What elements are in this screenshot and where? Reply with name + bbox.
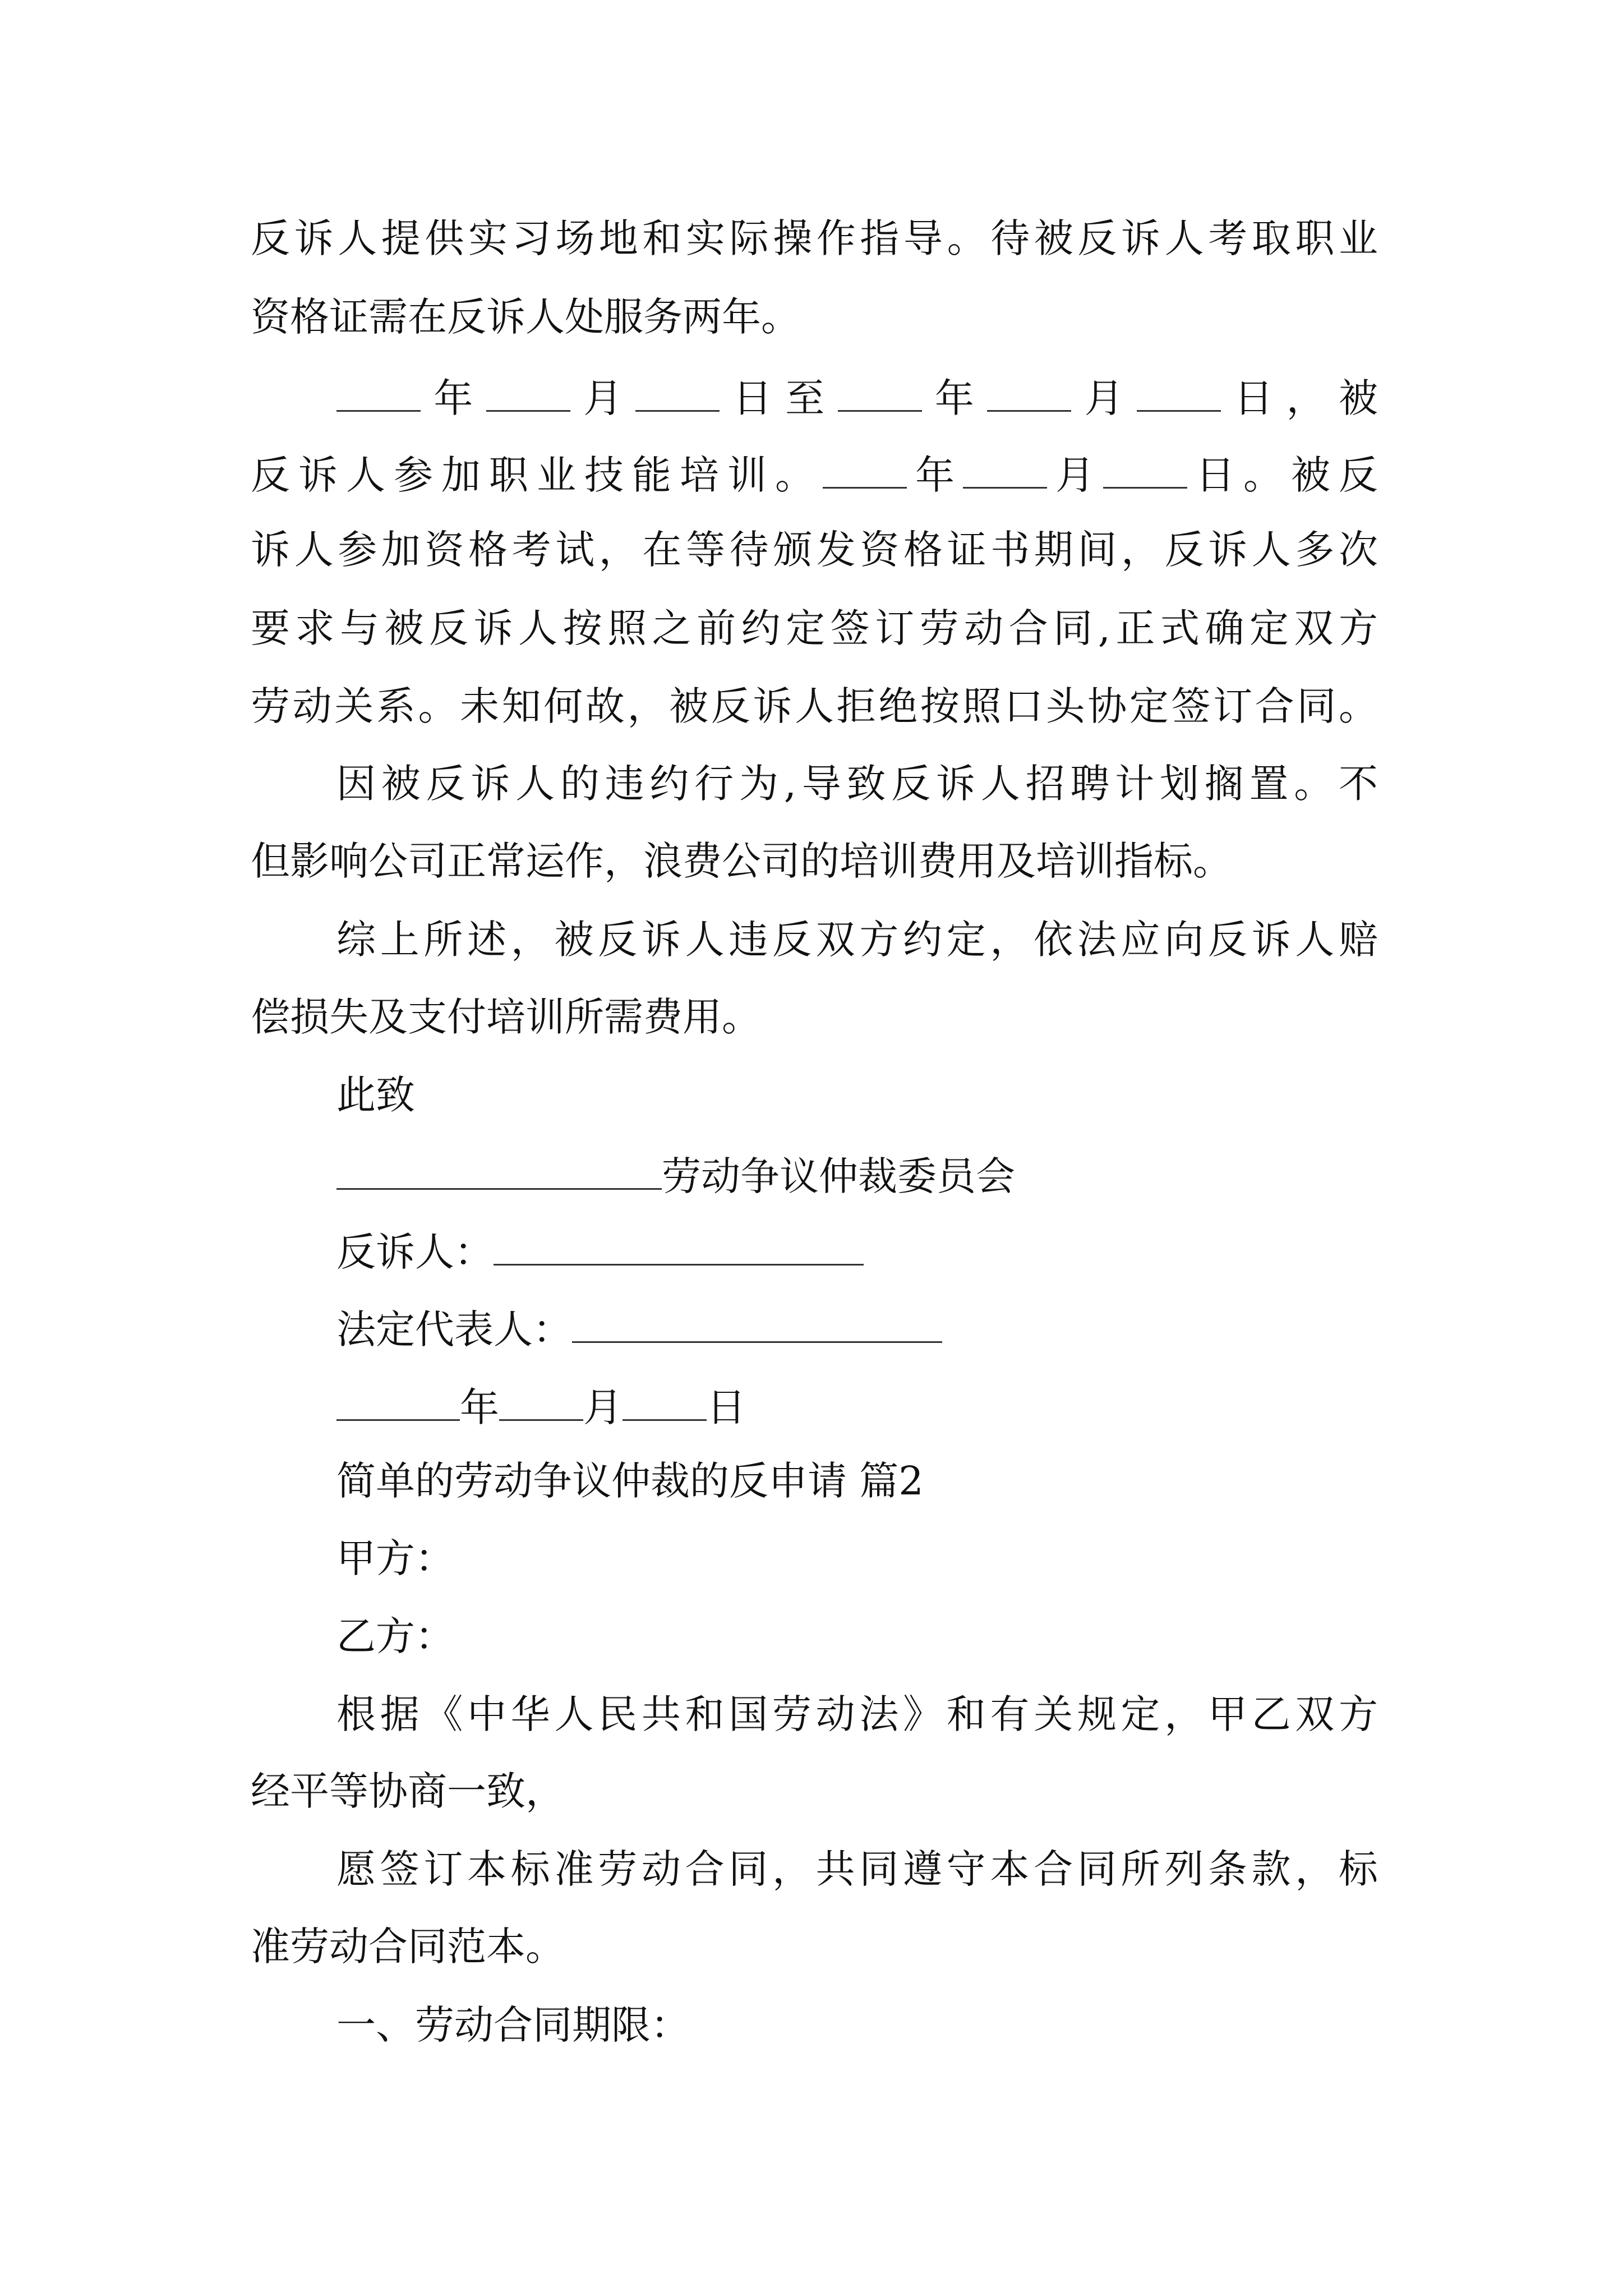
- salutation: 此致: [336, 1072, 415, 1118]
- paragraph-2-line-1: [336, 375, 1378, 421]
- year-label: 年: [907, 452, 963, 498]
- month-label: 月: [583, 1384, 623, 1430]
- committee-name-blank: [336, 1153, 662, 1190]
- year-blank: [823, 452, 907, 489]
- paragraph-1-line-2: 资格证需在反诉人处服务两年。: [251, 294, 800, 340]
- section-2-para-1-line-1: 根据《中华人民共和国劳动法》和有关规定，甲乙双方: [336, 1691, 1378, 1737]
- month-blank: [963, 452, 1047, 489]
- day-blank: [1103, 452, 1187, 489]
- committee-label: 劳动争议仲裁委员会: [662, 1153, 1015, 1199]
- party-a-label: 甲方：: [336, 1535, 454, 1581]
- paragraph-2-line-5: 劳动关系。未知何故，被反诉人拒绝按照口头协定签订合同。: [251, 683, 1378, 729]
- counter-claimant-label: 反诉人：: [336, 1229, 494, 1275]
- paragraph-4-line-1: 综上所述，被反诉人违反双方约定，依法应向反诉人赔: [336, 917, 1378, 963]
- party-b-label: 乙方：: [336, 1613, 454, 1659]
- year-blank: [336, 375, 421, 412]
- legal-representative-label: 法定代表人：: [336, 1306, 572, 1352]
- paragraph-2-line-2: [251, 452, 1378, 498]
- year-blank: [336, 1384, 460, 1421]
- month-label: 月: [570, 375, 636, 421]
- counter-claimant-line: [336, 1228, 864, 1275]
- day-blank: [1137, 375, 1221, 412]
- section-2-para-2-line-2: 准劳动合同范本。: [251, 1924, 565, 1970]
- month-label: 月: [1047, 452, 1103, 498]
- paragraph-3-line-2: 但影响公司正常运作，浪费公司的培训费用及培训指标。: [251, 838, 1232, 884]
- committee-line: [336, 1153, 1015, 1199]
- paragraph-1-line-1: 反诉人提供实习场地和实际操作指导。待被反诉人考取职业: [251, 215, 1378, 261]
- paragraph-2-line-4: 要求与被反诉人按照之前约定签订劳动合同,正式确定双方: [251, 605, 1378, 651]
- paragraph-2-line-3: 诉人参加资格考试，在等待颁发资格证书期间，反诉人多次: [251, 527, 1378, 573]
- section-2-para-1-line-2: 经平等协商一致，: [251, 1768, 565, 1814]
- paragraph-4-line-2: 偿损失及支付培训所需费用。: [251, 994, 761, 1040]
- year-blank: [838, 375, 922, 412]
- day-to-label: 日至: [720, 375, 838, 421]
- month-blank: [499, 1384, 583, 1421]
- month-blank: [486, 375, 570, 412]
- year-label: 年: [921, 375, 988, 421]
- year-label: 年: [460, 1384, 499, 1430]
- month-label: 月: [1071, 375, 1137, 421]
- paragraph-3-line-1: 因被反诉人的违约行为,导致反诉人招聘计划搁置。不: [336, 761, 1378, 807]
- legal-representative-blank: [572, 1306, 942, 1343]
- year-label: 年: [421, 375, 486, 421]
- day-label: 日: [707, 1384, 746, 1430]
- section-2-para-2-line-1: 愿签订本标准劳动合同，共同遵守本合同所列条款，标: [336, 1846, 1378, 1892]
- day-blank: [623, 1384, 707, 1421]
- legal-representative-line: [336, 1306, 942, 1352]
- contract-term-heading: 一、劳动合同期限：: [336, 2002, 690, 2048]
- section-2-title: 简单的劳动争议仲裁的反申请 篇2: [336, 1458, 924, 1504]
- day-tail-label: 日。被反: [1187, 452, 1378, 498]
- date-line: [336, 1384, 746, 1430]
- training-text: 反诉人参加职业技能培训。: [251, 452, 823, 498]
- month-blank: [987, 375, 1071, 412]
- day-tail-label: 日，被: [1220, 375, 1378, 421]
- day-blank: [635, 375, 720, 412]
- counter-claimant-blank: [494, 1228, 864, 1266]
